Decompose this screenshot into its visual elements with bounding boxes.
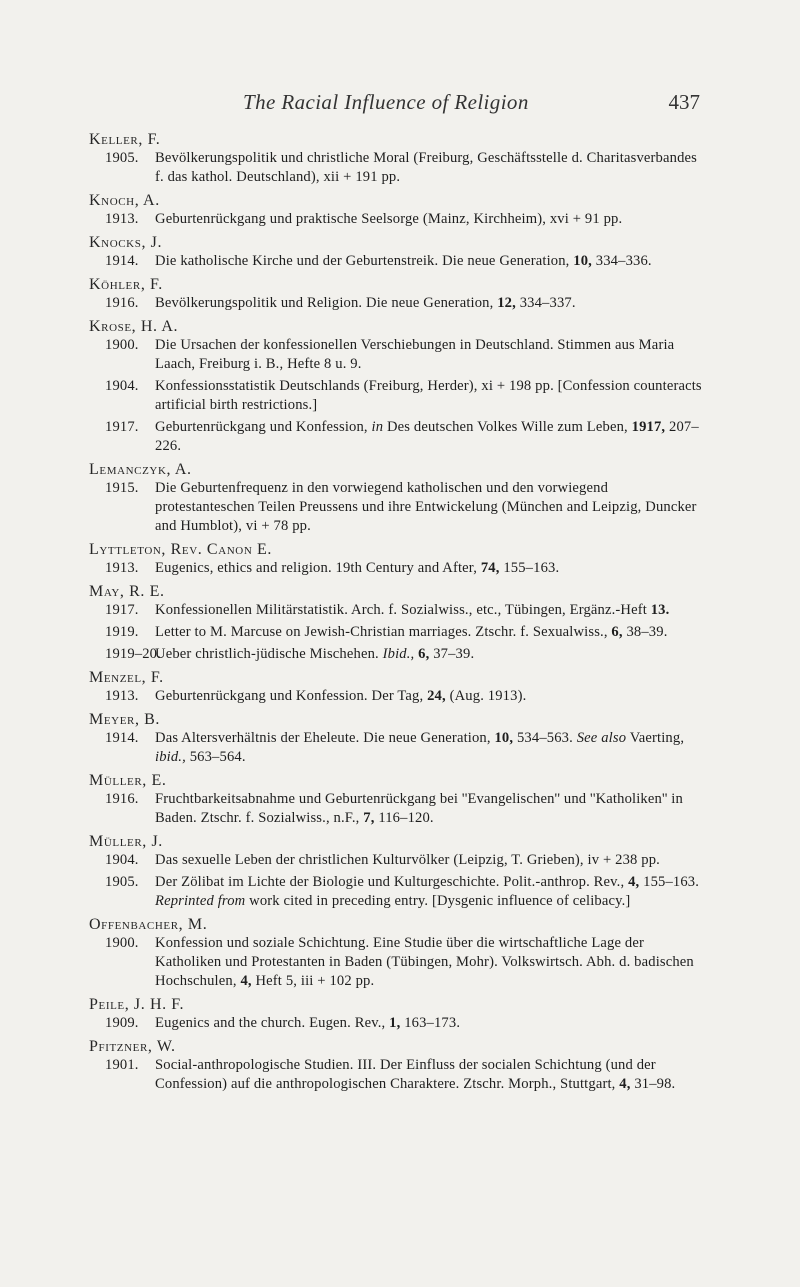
work-text: Geburtenrückgang und praktische Seelsorge (Mainz, Kirchheim), xvi + 91 pp.: [155, 211, 623, 227]
page-number: 437: [668, 90, 700, 114]
work-text: Das sexuelle Leben der christlichen Kulturvölker (Leipzig, T. Grieben), iv + 238 pp.: [155, 852, 660, 868]
work-text: 37–39.: [429, 646, 475, 662]
bibliography-entry: [89, 710, 709, 767]
work-year: 1914.: [105, 730, 139, 746]
work-text: 334–337.: [515, 295, 576, 311]
work-text: 207–226.: [155, 419, 699, 454]
work-text: 7,: [363, 810, 375, 826]
work-year: 1917.: [105, 602, 139, 618]
work-text: 163–173.: [400, 1015, 461, 1031]
work-text: 1917,: [631, 419, 666, 435]
work-text: Eugenics and the church. Eugen. Rev.,: [155, 1015, 390, 1031]
entry-work: [89, 687, 709, 706]
work-text: 4,: [240, 973, 252, 989]
work-year: 1901.: [105, 1057, 139, 1073]
work-text: 4,: [628, 874, 640, 890]
work-text: Ibid.,: [382, 646, 415, 662]
entry-author: Lyttleton, Rev. Canon E.: [89, 541, 272, 558]
entry-work: [89, 418, 709, 456]
work-text: 116–120.: [374, 810, 434, 826]
bibliography-entry: [89, 582, 709, 664]
entry-author: Knoch, A.: [89, 192, 160, 209]
entry-work: [89, 479, 709, 536]
work-text: See also: [576, 730, 627, 746]
work-text: Bevölkerungspolitik und christliche Moral (Freiburg, Geschäftsstelle d. Charitasverbandes f. das kathol. Deutschland), xii + 191 pp.: [155, 150, 697, 185]
work-text: 4,: [619, 1076, 631, 1092]
work-year: 1913.: [105, 688, 139, 704]
work-year: 1913.: [105, 211, 139, 227]
bibliography-entry: [89, 771, 709, 828]
entry-author: Lemanczyk, A.: [89, 461, 192, 478]
bibliography-entry: [89, 832, 709, 911]
work-text: Geburtenrückgang und Konfession,: [155, 419, 372, 435]
work-year: 1913.: [105, 560, 139, 576]
bibliography-entry: [89, 460, 709, 536]
work-text: 534–563.: [513, 730, 577, 746]
entry-work: [89, 559, 709, 578]
bibliography-list: [89, 130, 709, 1098]
bibliography-entry: [89, 1037, 709, 1094]
work-text: 563–564.: [185, 749, 246, 765]
entry-author: Köhler, F.: [89, 276, 163, 293]
work-text: Fruchtbarkeitsabnahme und Geburtenrückgang bei ''Evangelischen'' und ''Katholiken'' in Baden. Ztschr. f. Sozialwiss., n.F.,: [155, 791, 683, 826]
work-year: 1905.: [105, 150, 139, 166]
work-text: 155–163.: [499, 560, 560, 576]
work-text: 24,: [427, 688, 446, 704]
entry-work: [89, 729, 709, 767]
bibliography-entry: [89, 233, 709, 271]
entry-author: Menzel, F.: [89, 669, 164, 686]
entry-work: [89, 149, 709, 187]
work-text: Der Zölibat im Lichte der Biologie und Kulturgeschichte. Polit.-anthrop. Rev.,: [155, 874, 629, 890]
entry-work: [89, 1014, 709, 1033]
running-title: The Racial Influence of Religion: [243, 90, 529, 114]
work-text: Social-anthropologische Studien. III. Der Einfluss der socialen Schichtung (und der Confession) auf die anthropologischen Charaktere. Ztschr. Morph., Stuttgart,: [155, 1057, 656, 1092]
work-text: 155–163.: [639, 874, 700, 890]
work-text: Vaerting,: [626, 730, 685, 746]
work-text: Konfessionsstatistik Deutschlands (Freiburg, Herder), xi + 198 pp. [Confession counteracts artificial birth restrictions.]: [155, 378, 702, 413]
work-text: Konfessionellen Militärstatistik. Arch. f. Sozialwiss., etc., Tübingen, Ergänz.-Heft: [155, 602, 651, 618]
work-text: 6,: [418, 646, 430, 662]
entry-author: Pfitzner, W.: [89, 1038, 176, 1055]
entry-author: May, R. E.: [89, 583, 165, 600]
entry-work: [89, 336, 709, 374]
work-text: Heft 5, iii + 102 pp.: [251, 973, 375, 989]
bibliography-entry: [89, 130, 709, 187]
entry-work: [89, 623, 709, 642]
entry-author: Müller, E.: [89, 772, 167, 789]
entry-work: [89, 851, 709, 870]
bibliography-entry: [89, 915, 709, 991]
entry-author: Müller, J.: [89, 833, 163, 850]
work-year: 1916.: [105, 791, 139, 807]
work-text: Reprinted from: [155, 893, 246, 909]
work-text: ibid.,: [155, 749, 186, 765]
work-text: Das Altersverhältnis der Eheleute. Die neue Generation,: [155, 730, 495, 746]
entry-work: [89, 790, 709, 828]
bibliography-entry: [89, 995, 709, 1033]
work-year: 1904.: [105, 378, 139, 394]
work-text: 10,: [494, 730, 514, 746]
entry-work: [89, 645, 709, 664]
entry-author: Krose, H. A.: [89, 318, 179, 335]
work-text: Die katholische Kirche und der Geburtenstreik. Die neue Generation,: [155, 253, 574, 269]
work-text: Des deutschen Volkes Wille zum Leben,: [383, 419, 632, 435]
work-text: 6,: [611, 624, 623, 640]
entry-author: Peile, J. H. F.: [89, 996, 185, 1013]
work-text: 31–98.: [630, 1076, 676, 1092]
work-text: 10,: [573, 253, 592, 269]
entry-work: [89, 294, 709, 313]
work-year: 1914.: [105, 253, 139, 269]
work-text: in: [371, 419, 384, 435]
entry-author: Knocks, J.: [89, 234, 163, 251]
work-year: 1909.: [105, 1015, 139, 1031]
work-text: Bevölkerungspolitik und Religion. Die neue Generation,: [155, 295, 498, 311]
work-year: 1916.: [105, 295, 139, 311]
work-text: Die Ursachen der konfessionellen Verschiebungen in Deutschland. Stimmen aus Maria Laach, Freiburg i. B., Hefte 8 u. 9.: [155, 337, 675, 372]
entry-author: Meyer, B.: [89, 711, 161, 728]
work-text: Eugenics, ethics and religion. 19th Century and After,: [155, 560, 481, 576]
bibliography-entry: [89, 191, 709, 229]
work-text: 38–39.: [622, 624, 668, 640]
bibliography-entry: [89, 275, 709, 313]
work-text: (Aug. 1913).: [445, 688, 527, 704]
entry-work: [89, 377, 709, 415]
work-year: 1919.: [105, 624, 139, 640]
work-year: 1904.: [105, 852, 139, 868]
bibliography-entry: [89, 317, 709, 456]
entry-work: [89, 210, 709, 229]
work-text: Die Geburtenfrequenz in den vorwiegend katholischen und den vorwiegend protestanteschen Teilen Preussens und ihre Entwickelung (München and Leipzig, Duncker and Humblot), vi + 78 pp.: [155, 480, 697, 534]
work-text: work cited in preceding entry. [Dysgenic influence of celibacy.]: [245, 893, 631, 909]
running-head: [0, 90, 800, 120]
work-text: 13.: [650, 602, 670, 618]
work-text: 12,: [497, 295, 516, 311]
entry-work: [89, 601, 709, 620]
entry-work: [89, 934, 709, 991]
work-text: 334–336.: [591, 253, 652, 269]
work-year: 1900.: [105, 935, 139, 951]
work-text: Letter to M. Marcuse on Jewish-Christian marriages. Ztschr. f. Sexualwiss.,: [155, 624, 612, 640]
bibliography-entry: [89, 540, 709, 578]
work-text: Konfession und soziale Schichtung. Eine Studie über die wirtschaftliche Lage der Katholiken und Protestanten in Baden (Tübingen, Mohr). Volkswirtsch. Abh. d. badischen Hochschulen,: [155, 935, 694, 989]
work-year: 1905.: [105, 874, 139, 890]
bibliography-entry: [89, 668, 709, 706]
work-text: 74,: [480, 560, 500, 576]
work-year: 1919–20.: [105, 646, 161, 662]
entry-work: [89, 1056, 709, 1094]
work-text: 1,: [389, 1015, 401, 1031]
work-year: 1915.: [105, 480, 139, 496]
entry-author: Offenbacher, M.: [89, 916, 208, 933]
work-text: Ueber christlich-jüdische Mischehen.: [155, 646, 383, 662]
work-year: 1917.: [105, 419, 139, 435]
entry-work: [89, 252, 709, 271]
work-year: 1900.: [105, 337, 139, 353]
entry-work: [89, 873, 709, 911]
work-text: Geburtenrückgang und Konfession. Der Tag,: [155, 688, 428, 704]
entry-author: Keller, F.: [89, 131, 161, 148]
